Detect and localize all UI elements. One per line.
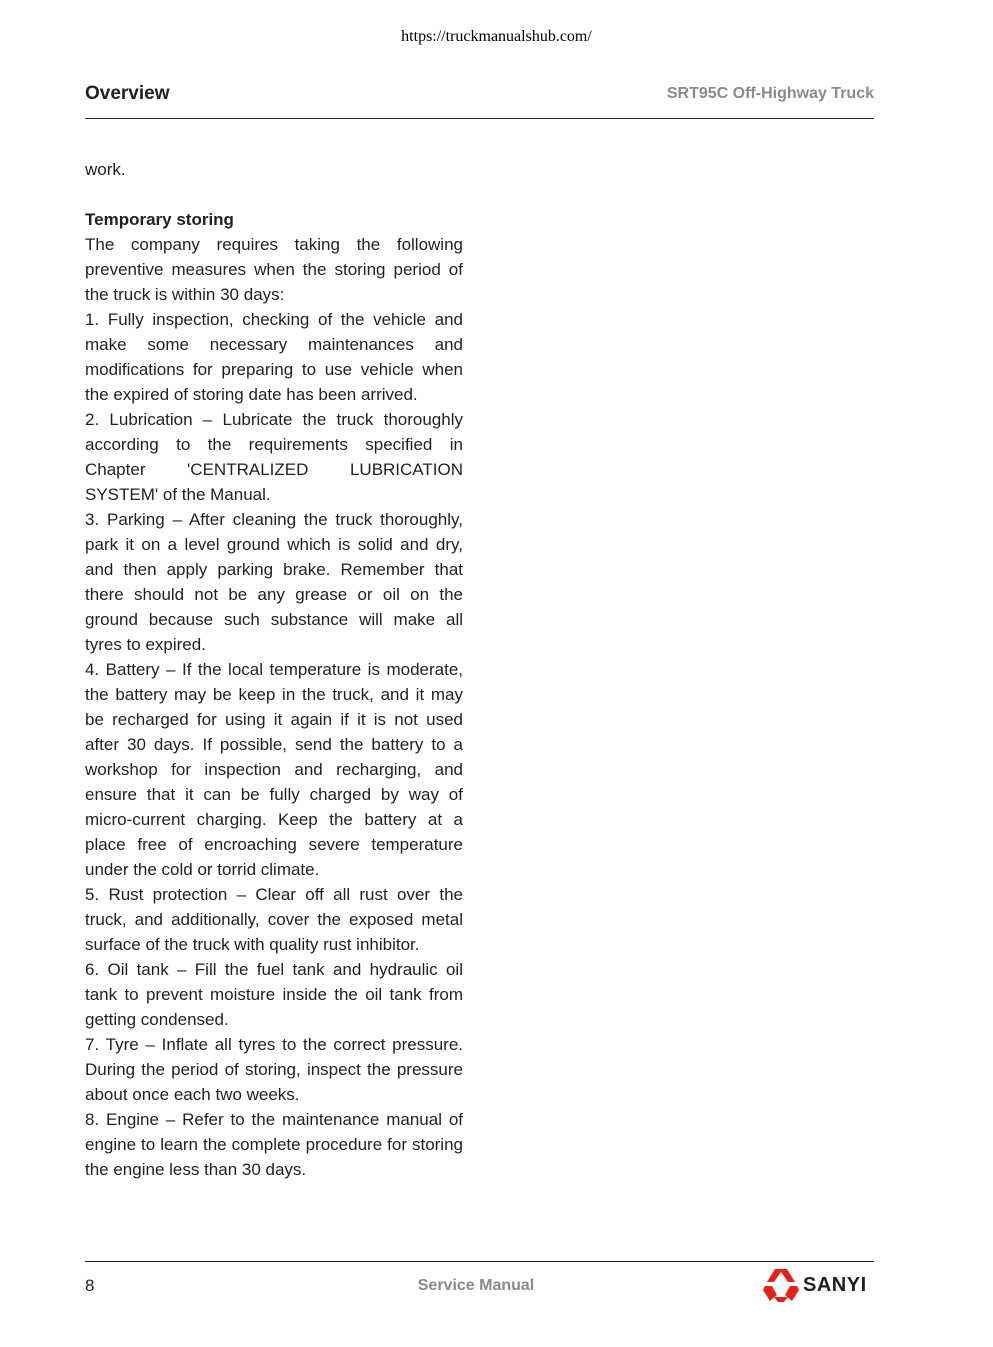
- paragraph-item-1: 1. Fully inspection, checking of the vehicle and make some necessary maintenances and modifications for preparing to use vehicle when the expired of storing date has been arrived.: [85, 310, 463, 404]
- footer-title: Service Manual: [417, 1277, 535, 1294]
- section-heading: Temporary storing: [85, 210, 234, 229]
- company-logo: [763, 1268, 867, 1302]
- sany-logo-icon: [763, 1268, 799, 1302]
- paragraph-item-8: 8. Engine – Refer to the maintenance manual of engine to learn the complete procedure for storing the engine less than 30 days.: [85, 1110, 463, 1179]
- paragraph-item-7: 7. Tyre – Inflate all tyres to the correct pressure. During the period of storing, inspect the pressure about once each two weeks.: [85, 1035, 463, 1104]
- paragraph-item-2: 2. Lubrication – Lubricate the truck thoroughly according to the requirements specified in Chapter 'CENTRALIZED LUBRICATION SYSTEM' of the Manual.: [85, 410, 463, 504]
- paragraph-item-5: 5. Rust protection – Clear off all rust over the truck, and additionally, cover the exposed metal surface of the truck with quality rust inhibitor.: [85, 885, 463, 954]
- logo-wordmark: SANYI: [803, 1273, 867, 1296]
- model-name: SRT95C Off-Highway Truck: [666, 85, 874, 102]
- paragraph-intro: The company requires taking the following preventive measures when the storing period of the truck is within 30 days:: [85, 235, 463, 304]
- continued-text: work.: [85, 160, 126, 179]
- source-url[interactable]: https://truckmanualshub.com/: [401, 28, 592, 45]
- paragraph-item-6: 6. Oil tank – Fill the fuel tank and hydraulic oil tank to prevent moisture inside the oil tank from getting condensed.: [85, 960, 463, 1029]
- footer-divider: [85, 1261, 874, 1262]
- header-divider: [85, 118, 874, 119]
- page-number: 8: [85, 1276, 95, 1295]
- section-title: Overview: [85, 83, 170, 104]
- main-content: [85, 157, 463, 1182]
- paragraph-item-3: 3. Parking – After cleaning the truck thoroughly, park it on a level ground which is solid and dry, and then apply parking brake. Remember that there should not be any grease or oil on the ground because such substance will make all tyres to expired.: [85, 510, 463, 654]
- paragraph-item-4: 4. Battery – If the local temperature is moderate, the battery may be keep in the truck, and it may be recharged for using it again if it is not used after 30 days. If possible, send the battery to a workshop for inspection and recharging, and ensure that it can be fully charged by way of micro-current charging. Keep the battery at a place free of encroaching severe temperature under the cold or torrid climate.: [85, 660, 463, 879]
